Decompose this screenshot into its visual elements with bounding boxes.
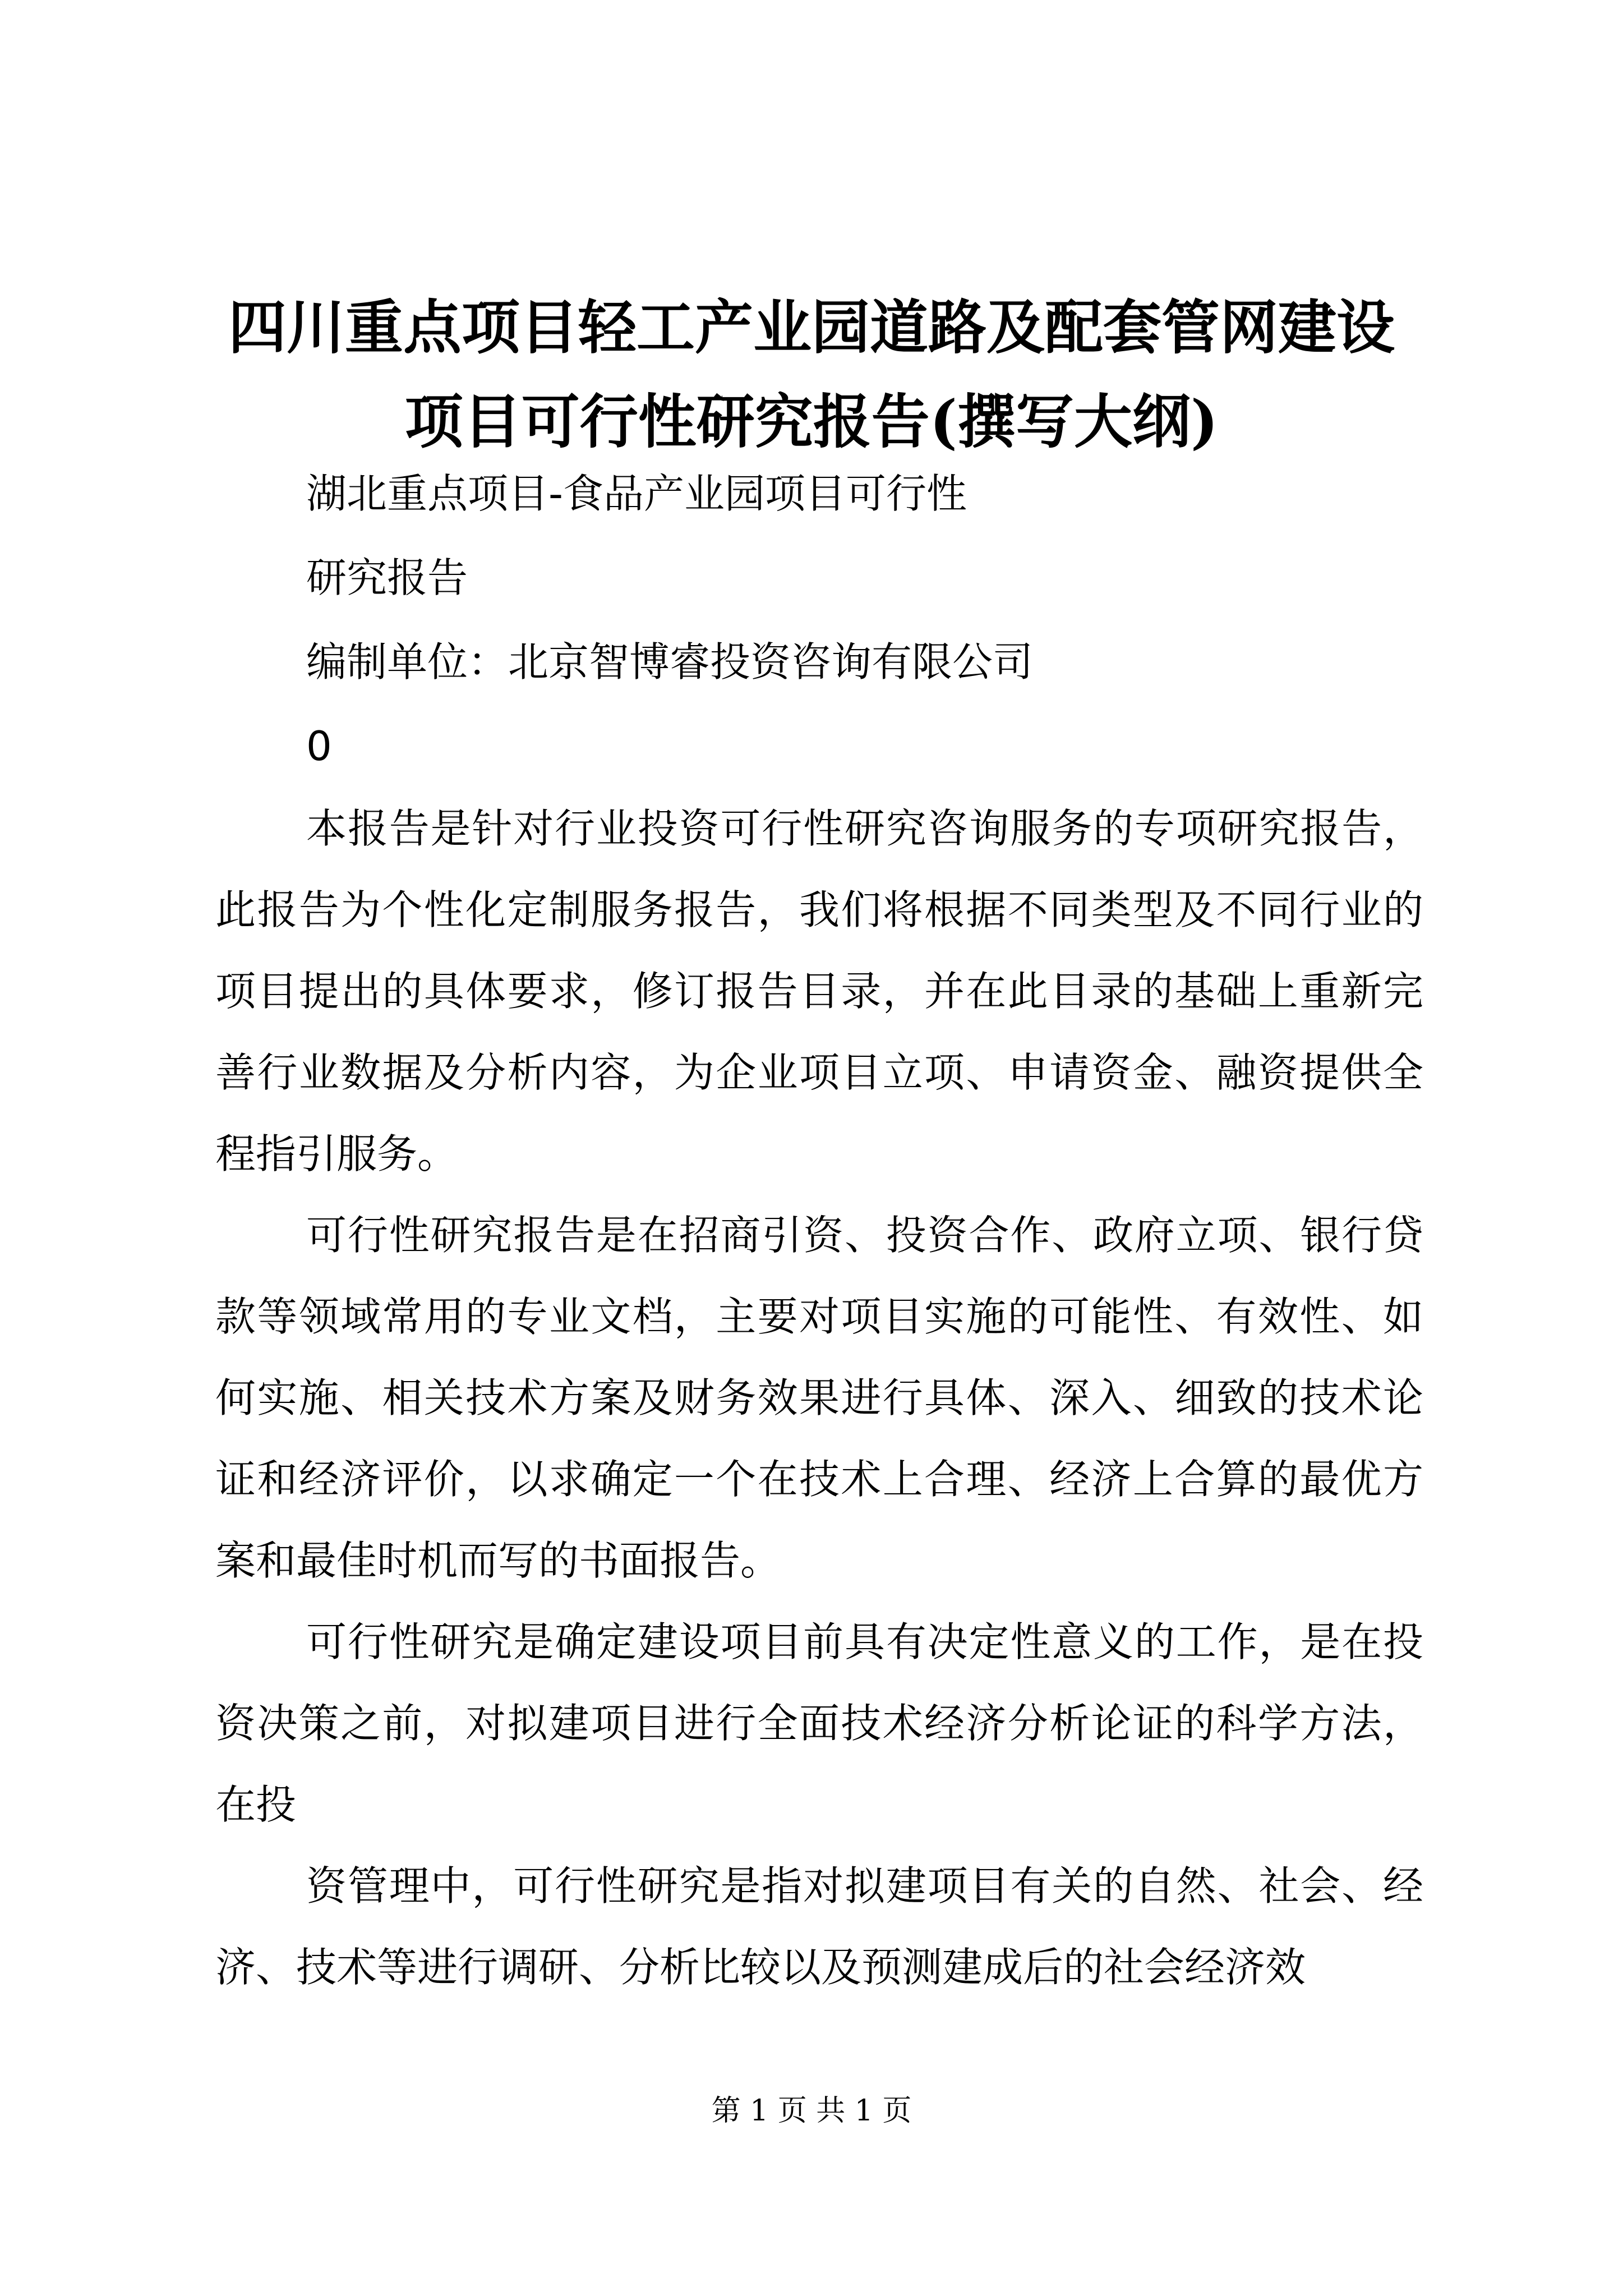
title-line-2: 项目可行性研究报告(撰写大纲) bbox=[404, 387, 1219, 456]
zero-line: 0 bbox=[306, 723, 332, 770]
compiler-line: 编制单位：北京智博睿投资咨询有限公司 bbox=[306, 638, 1034, 685]
paragraph-2: 可行性研究报告是在招商引资、投资合作、政府立项、银行贷款等领域常用的专业文档，主要对项目实施的可能性、有效性、如何实施、相关技术方案及财务效果进行具体、深入、细致的技术论证和经济评价，以求确定一个在技术上合理、经济上合算的最优方案和最佳时机而写的书面报告。 bbox=[215, 1212, 1423, 1584]
subtitle-line-1: 湖北重点项目-食品产业园项目可行性 bbox=[306, 470, 967, 517]
paragraph-4: 资管理中，可行性研究是指对拟建项目有关的自然、社会、经济、技术等进行调研、分析比较以及预测建成后的社会经济效 bbox=[215, 1862, 1423, 1991]
paragraph-3: 可行性研究是确定建设项目前具有决定性意义的工作，是在投资决策之前，对拟建项目进行全面技术经济分析论证的科学方法，在投 bbox=[215, 1618, 1423, 1828]
page-footer: 第 1 页 共 1 页 bbox=[711, 2094, 912, 2128]
paragraph-1: 本报告是针对行业投资可行性研究咨询服务的专项研究报告，此报告为个性化定制服务报告，我们将根据不同类型及不同行业的项目提出的具体要求，修订报告目录，并在此目录的基础上重新完善行业数据及分析内容，为企业项目立项、申请资金、融资提供全程指引服务。 bbox=[215, 805, 1423, 1177]
document-title bbox=[191, 280, 1432, 469]
subtitle-line-2: 研究报告 bbox=[306, 554, 468, 601]
title-line-1: 四川重点项目轻工产业园道路及配套管网建设 bbox=[228, 293, 1395, 362]
